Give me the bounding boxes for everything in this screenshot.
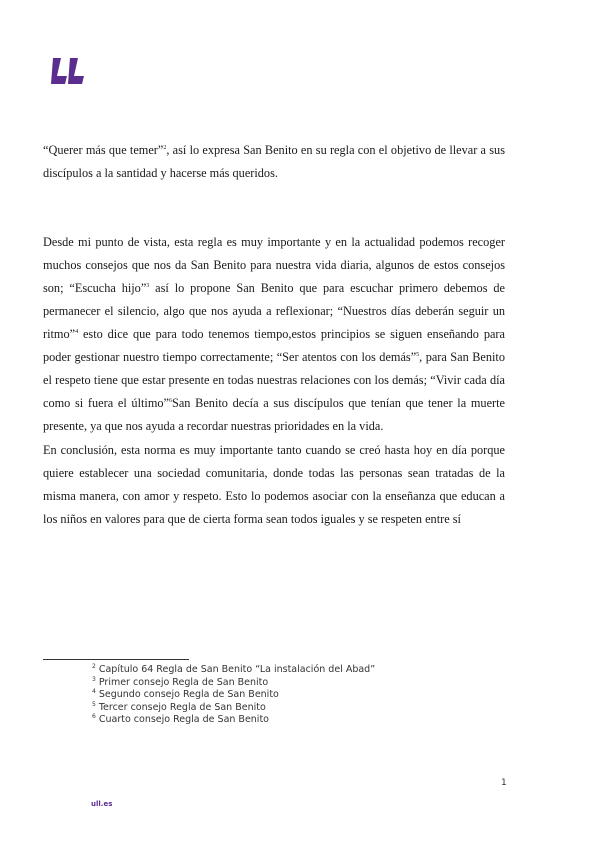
paragraph-text: así lo propone San Benito que para escuchar primero debemos de permanecer el silencio, algo que nos ayuda a reflexionar; “Nuestros días deberán seguir un ritmo” bbox=[43, 281, 505, 341]
paragraph-text: , para San Benito el respeto tiene que estar presente en todas nuestras relaciones con los demás; “Vivir cada día como si fuera el último” bbox=[43, 350, 505, 410]
footnote-ref[interactable]: 3 bbox=[146, 282, 150, 289]
paragraph-text: San Benito decía a sus discípulos que tenían que tener la muerte presente, ya que nos ayuda a recordar nuestras prioridades en la vida. bbox=[43, 396, 505, 433]
footnote: $^3$ Primer consejo Regla de San Benito bbox=[92, 675, 269, 688]
footnote-ref[interactable]: 6 bbox=[169, 397, 172, 404]
footnote: $^6$ Cuarto consejo Regla de San Benito bbox=[92, 713, 269, 726]
paragraph-text: , así lo expresa San Benito en su regla con el objetivo de llevar a sus discípulos a la santidad y hacerse más queridos. bbox=[43, 143, 505, 180]
footnote: $^5$ Tercer consejo Regla de San Benito bbox=[92, 700, 266, 713]
logo-left-glyph bbox=[51, 58, 67, 84]
logo-right-glyph bbox=[68, 58, 84, 84]
footnote-ref[interactable]: 2 bbox=[163, 144, 167, 151]
footnote-separator bbox=[43, 659, 189, 660]
paragraph-3 bbox=[43, 439, 505, 531]
paragraph-text: esto dice que para todo tenemos tiempo,estos principios se siguen enseñando para poder gestionar nuestro tiempo correctamente; “Ser atentos con los demás” bbox=[43, 327, 505, 364]
paragraph-1 bbox=[43, 139, 505, 185]
paragraph-text: Desde mi punto de vista, esta regla es muy importante y en la actualidad podemos recoger muchos consejos que nos da San Benito para nuestra vida diaria, algunos de estos consejos son; “Escucha hijo” bbox=[43, 235, 505, 295]
footnote: $^4$ Segundo consejo Regla de San Benito bbox=[92, 688, 279, 701]
footnote-ref[interactable]: 4 bbox=[75, 328, 79, 335]
page-number: 1 bbox=[501, 778, 507, 788]
paragraph-text: “Querer más que temer” bbox=[43, 143, 164, 157]
ull-logo bbox=[51, 56, 87, 84]
footnote: $^2$ Capítulo 64 Regla de San Benito “La instalación del Abad” bbox=[92, 662, 376, 675]
paragraph-text: En conclusión, esta norma es muy importante tanto cuando se creó hasta hoy en día porque quiere establecer una sociedad comunitaria, donde todas las personas sean tratadas de la misma manera, con amor y respeto. Esto lo podemos asociar con la enseñanza que educan a los niños en valores para que de cierta forma sean todos iguales y se respeten entre sí bbox=[43, 443, 505, 526]
site-link[interactable]: ull.es bbox=[91, 800, 113, 808]
footnote-ref[interactable]: 5 bbox=[416, 351, 420, 358]
paragraph-2 bbox=[43, 231, 505, 438]
footnotes-list bbox=[92, 664, 375, 727]
